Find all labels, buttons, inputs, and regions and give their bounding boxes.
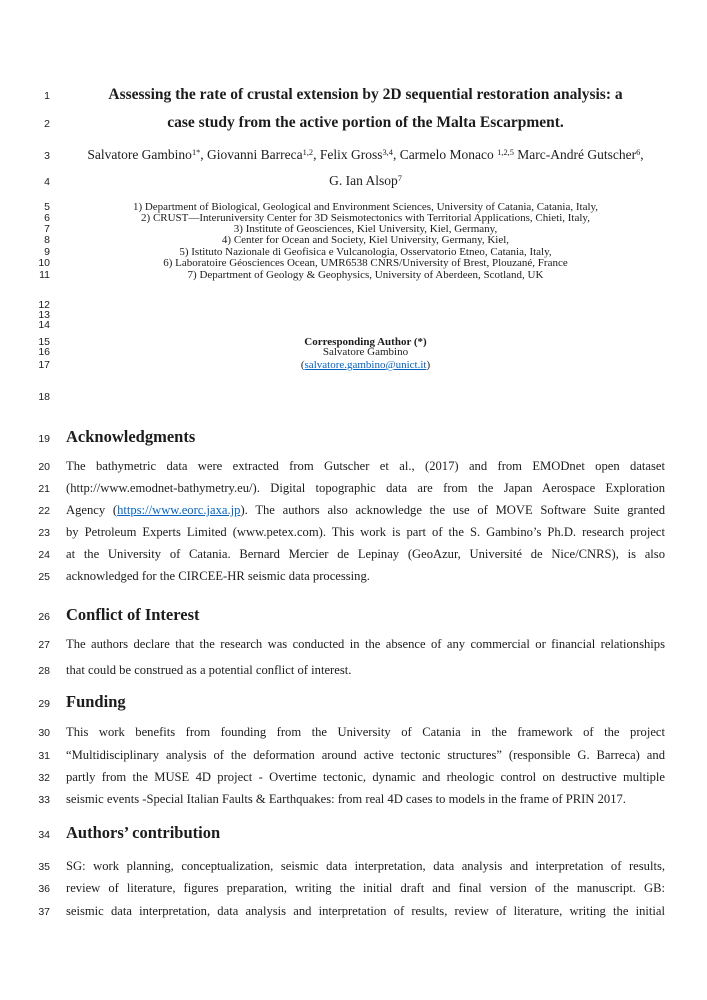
- section-heading: [66, 823, 665, 843]
- line-number: 19: [38, 433, 50, 445]
- line-number: 9: [44, 246, 50, 258]
- line-number: 13: [38, 309, 50, 321]
- superscript: 6: [636, 148, 641, 158]
- text-segment: , Giovanni Barreca: [200, 147, 303, 162]
- text-segment: ): [426, 359, 431, 371]
- superscript: 1,2: [302, 148, 314, 158]
- doc-line: [0, 173, 707, 189]
- author-line: [66, 173, 665, 189]
- doc-line: [0, 605, 707, 625]
- text-segment: Agency (: [66, 503, 118, 517]
- line-number: 17: [38, 359, 50, 371]
- text-segment: This work benefits from founding from the University of Catania in the framework of the project: [66, 725, 665, 739]
- doc-line: [0, 637, 707, 652]
- text-segment: partly from the MUSE 4D project - Overtime tectonic, dynamic and rheologic control on destructive multiple: [66, 770, 665, 784]
- doc-line: [0, 569, 707, 584]
- line-number: 21: [38, 483, 50, 495]
- doc-line: [0, 427, 707, 447]
- body-text-line: [66, 569, 665, 584]
- text-segment: Authors’ contribution: [66, 823, 221, 842]
- doc-line: [0, 881, 707, 896]
- doc-line: [0, 257, 707, 269]
- line-number: 3: [44, 150, 50, 162]
- text-segment: case study from the active portion of the Malta Escarpment.: [167, 114, 564, 131]
- body-text-line: [66, 904, 665, 919]
- line-number: 22: [38, 505, 50, 517]
- line-number: 29: [38, 698, 50, 710]
- line-number: 20: [38, 461, 50, 473]
- doc-line: [0, 692, 707, 712]
- doc-line: [0, 269, 707, 281]
- doc-line: [0, 459, 707, 474]
- body-text-line: [66, 792, 665, 807]
- superscript: 7: [397, 174, 402, 184]
- text-segment: G. Ian Alsop: [329, 173, 398, 188]
- line-number: 18: [38, 391, 50, 403]
- line-number: 4: [44, 176, 50, 188]
- line-number: 10: [38, 257, 50, 269]
- line-number: 8: [44, 234, 50, 246]
- body-text-line: [66, 637, 665, 652]
- doc-line: [0, 525, 707, 540]
- line-number: 26: [38, 611, 50, 623]
- text-segment: 3) Institute of Geosciences, Kiel University, Kiel, Germany,: [233, 223, 498, 235]
- line-number: 36: [38, 883, 50, 895]
- doc-line: [0, 319, 707, 331]
- line-number: 37: [38, 906, 50, 918]
- body-text-line: [66, 459, 665, 474]
- hyperlink[interactable]: https://www.eorc.jaxa.jp: [117, 503, 241, 517]
- body-text-line: [66, 770, 665, 785]
- text-segment: “Multidisciplinary analysis of the deformation around active tectonic structures” (responsible G. Barreca) and: [66, 748, 665, 762]
- line-number: 15: [38, 336, 50, 348]
- text-segment: ). The authors also acknowledge the use of MOVE Software Suite granted: [240, 503, 665, 517]
- text-segment: 4) Center for Ocean and Society, Kiel University, Germany, Kiel,: [221, 234, 510, 246]
- text-segment: Assessing the rate of crustal extension by 2D sequential restoration analysis: a: [108, 86, 623, 103]
- line-number: 2: [44, 118, 50, 130]
- paper-title-line: [66, 114, 665, 132]
- text-segment: 7) Department of Geology & Geophysics, University of Aberdeen, Scotland, UK: [187, 269, 544, 281]
- body-text-line: [66, 481, 665, 496]
- doc-line: [0, 114, 707, 132]
- line-number: 27: [38, 639, 50, 651]
- text-segment: , Carmelo Monaco: [392, 147, 498, 162]
- text-segment: Acknowledgments: [66, 427, 196, 446]
- superscript: 1*: [191, 148, 201, 158]
- doc-line: [0, 359, 707, 371]
- hyperlink[interactable]: salvatore.gambino@unict.it: [304, 359, 427, 371]
- body-text-line: [66, 525, 665, 540]
- line-number: 6: [44, 212, 50, 224]
- line-number: 28: [38, 665, 50, 677]
- text-segment: Funding: [66, 692, 126, 711]
- text-segment: 1) Department of Biological, Geological and Environment Sciences, University of Catania, Catania, Italy,: [132, 201, 599, 213]
- doc-line: [0, 481, 707, 496]
- body-text-line: [66, 859, 665, 874]
- doc-line: [0, 503, 707, 518]
- body-text-line: [66, 725, 665, 740]
- affiliation-line: [66, 257, 665, 269]
- line-number: 34: [38, 829, 50, 841]
- doc-line: [0, 725, 707, 740]
- text-segment: 6) Laboratoire Géosciences Ocean, UMR6538 CNRS/University of Brest, Plouzané, France: [163, 257, 568, 269]
- line-number: 30: [38, 727, 50, 739]
- doc-line: [0, 147, 707, 163]
- doc-line: [0, 86, 707, 104]
- text-segment: , Felix Gross: [313, 147, 383, 162]
- text-segment: (http://www.emodnet-bathymetry.eu/). Digital topographic data are from the Japan Aerospace Exploration: [66, 481, 665, 495]
- line-number: 32: [38, 772, 50, 784]
- text-segment: that could be construed as a potential conflict of interest.: [66, 663, 352, 677]
- text-segment: The authors declare that the research was conducted in the absence of any commercial or financial relationships: [66, 637, 665, 651]
- text-segment: review of literature, figures preparation, writing the initial draft and final version of the manuscript. GB:: [66, 881, 665, 895]
- line-number: 31: [38, 750, 50, 762]
- line-number: 14: [38, 319, 50, 331]
- doc-line: [0, 663, 707, 678]
- doc-line: [0, 904, 707, 919]
- text-segment: Salvatore Gambino: [87, 147, 192, 162]
- superscript: 1,2,5: [497, 148, 514, 158]
- line-number: 7: [44, 223, 50, 235]
- text-segment: The bathymetric data were extracted from Gutscher et al., (2017) and from EMODnet open dataset: [66, 459, 665, 473]
- section-heading: [66, 427, 665, 447]
- doc-line: [0, 346, 707, 358]
- body-text-line: [66, 503, 665, 518]
- corresponding-author-email-line: [66, 359, 665, 371]
- line-number: 33: [38, 794, 50, 806]
- line-number: 5: [44, 201, 50, 213]
- line-number: 16: [38, 346, 50, 358]
- doc-line: [0, 547, 707, 562]
- text-segment: Salvatore Gambino: [322, 346, 409, 358]
- line-number: 1: [44, 90, 50, 102]
- text-segment: Marc-André Gutscher: [513, 147, 637, 162]
- affiliation-line: [66, 269, 665, 281]
- doc-line: [0, 391, 707, 403]
- body-text-line: [66, 881, 665, 896]
- body-text-line: [66, 547, 665, 562]
- doc-line: [0, 748, 707, 763]
- body-text-line: [66, 748, 665, 763]
- line-number: 25: [38, 571, 50, 583]
- doc-line: [0, 792, 707, 807]
- doc-line: [0, 234, 707, 246]
- doc-line: [0, 770, 707, 785]
- line-number: 35: [38, 861, 50, 873]
- text-segment: Conflict of Interest: [66, 605, 200, 624]
- section-heading: [66, 692, 665, 712]
- text-segment: 2) CRUST—Interuniversity Center for 3D Seismotectonics with Territorial Applications, Chieti, Italy,: [141, 212, 590, 224]
- text-segment: at the University of Catania. Bernard Mercier de Lepinay (GeoAzur, Université de Nice/CNRS), is also: [66, 547, 665, 561]
- line-number: 23: [38, 527, 50, 539]
- text-segment: SG: work planning, conceptualization, seismic data interpretation, data analysis and interpretation of results,: [66, 859, 665, 873]
- superscript: 3,4: [382, 148, 393, 158]
- text-segment: ,: [640, 147, 644, 162]
- text-segment: acknowledged for the CIRCEE-HR seismic data processing.: [66, 569, 370, 583]
- line-number: 24: [38, 549, 50, 561]
- doc-line: [0, 823, 707, 843]
- line-number: 11: [39, 269, 50, 281]
- text-segment: seismic events -Special Italian Faults & Earthquakes: from real 4D cases to models in the frame of PRIN 2017.: [66, 792, 626, 806]
- text-segment: Corresponding Author (*): [304, 336, 427, 348]
- doc-line: [0, 859, 707, 874]
- section-heading: [66, 605, 665, 625]
- paper-title-line: [66, 86, 665, 104]
- author-line: [66, 147, 665, 163]
- text-segment: seismic data interpretation, data analysis and interpretation of results, review of literature, writing the initial: [66, 904, 665, 918]
- body-text-line: [66, 663, 665, 678]
- text-segment: 5) Istituto Nazionale di Geofisica e Vulcanologia, Osservatorio Etneo, Catania, Italy,: [179, 246, 552, 258]
- text-segment: by Petroleum Experts Limited (www.petex.com). This work is part of the S. Gambino’s Ph.D. research project: [66, 525, 665, 539]
- affiliation-line: [66, 234, 665, 246]
- line-number: 12: [38, 299, 50, 311]
- text-segment: (: [300, 359, 305, 371]
- corresponding-author-name: [66, 346, 665, 358]
